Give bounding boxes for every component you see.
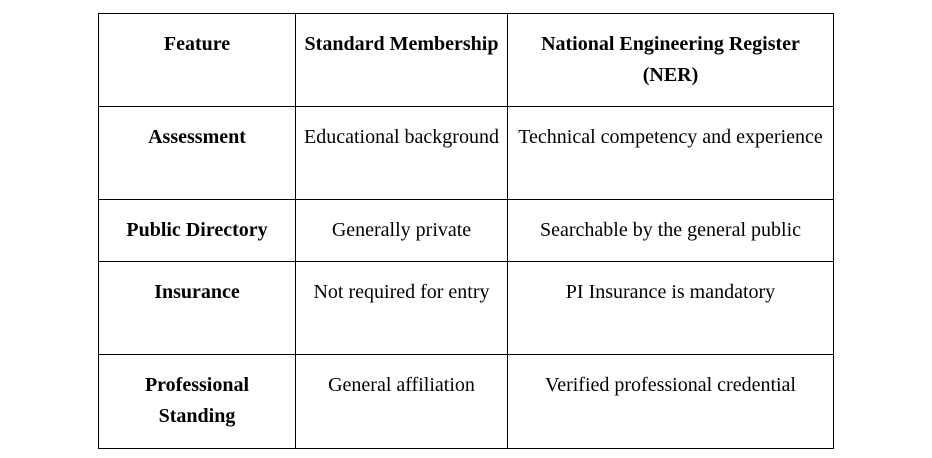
row-feature: Insurance	[99, 262, 296, 355]
row-feature: Public Directory	[99, 200, 296, 262]
row-ner-value: Verified professional credential	[508, 355, 834, 449]
header-ner: National Engineering Register (NER)	[508, 14, 834, 107]
row-standard-value: Educational background	[296, 107, 508, 200]
row-feature: Assessment	[99, 107, 296, 200]
header-row	[99, 14, 834, 107]
table-row	[99, 107, 834, 200]
header-standard-membership: Standard Membership	[296, 14, 508, 107]
table-row	[99, 262, 834, 355]
table-row	[99, 355, 834, 449]
row-standard-value: Not required for entry	[296, 262, 508, 355]
row-ner-value: Technical competency and experience	[508, 107, 834, 200]
row-standard-value: General affiliation	[296, 355, 508, 449]
row-ner-value: PI Insurance is mandatory	[508, 262, 834, 355]
row-standard-value: Generally private	[296, 200, 508, 262]
comparison-table	[98, 13, 834, 449]
row-feature: Professional Standing	[99, 355, 296, 449]
header-feature: Feature	[99, 14, 296, 107]
table-row	[99, 200, 834, 262]
row-ner-value: Searchable by the general public	[508, 200, 834, 262]
